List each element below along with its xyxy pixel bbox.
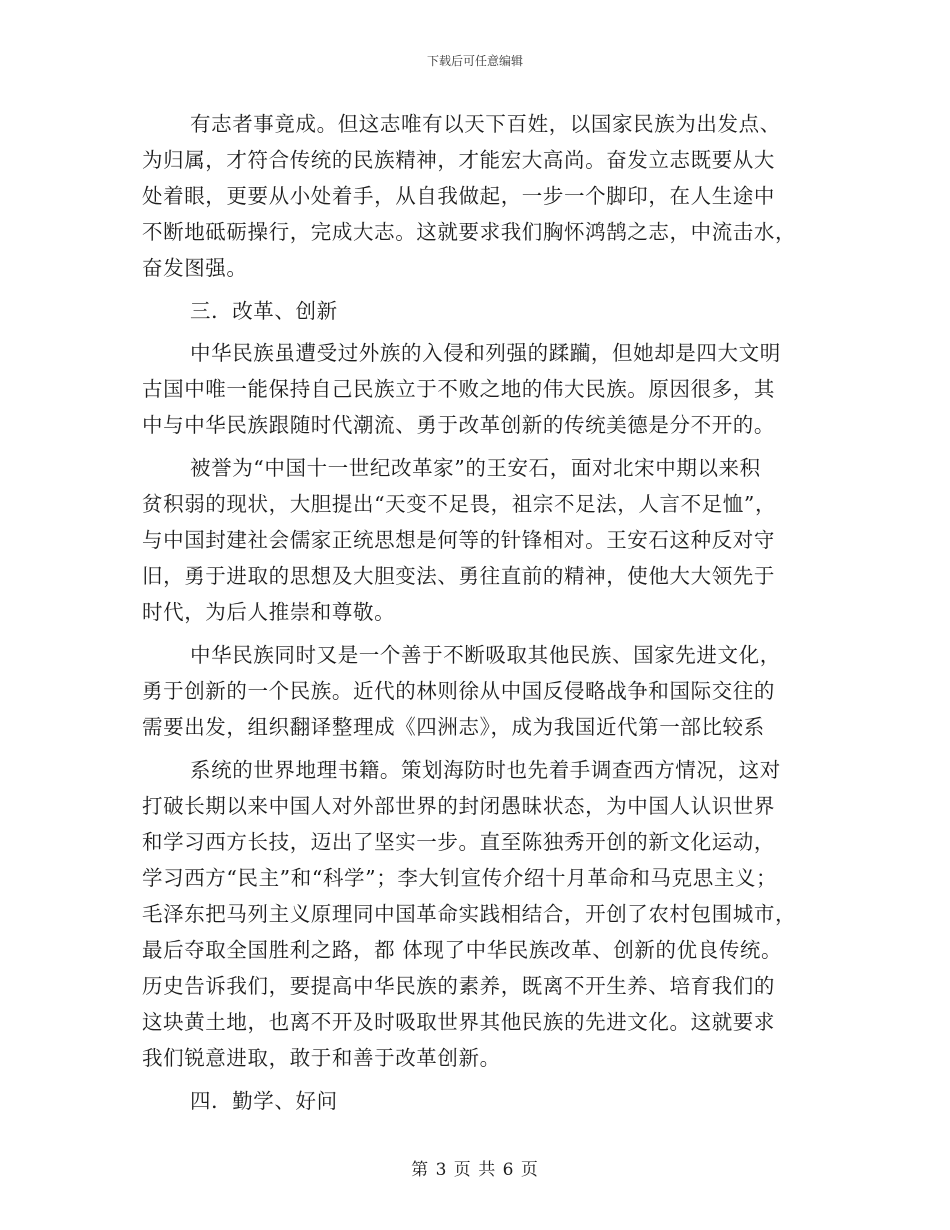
page-number: 第 3 页 共 6 页	[411, 1160, 539, 1180]
text-line: 与中国封建社会儒家正统思想是何等的针锋相对。王安石这种反对守	[142, 528, 775, 552]
text-line: 最后夺取全国胜利之路，都 体现了中华民族改革、创新的优良传统。	[142, 938, 783, 962]
text-line: 时代，为后人推崇和尊敬。	[142, 600, 396, 624]
text-line: 旧，勇于进取的思想及大胆变法、勇往直前的精神，使他大大领先于	[142, 564, 775, 588]
text-line: 我们锐意进取，敢于和善于改革创新。	[142, 1046, 501, 1070]
text-line: 勇于创新的一个民族。近代的林则徐从中国反侵略战争和国际交往的	[142, 679, 775, 703]
text-line: 古国中唯一能保持自己民族立于不败之地的伟大民族。原因很多，其	[142, 377, 775, 401]
text-line: 为归属，才符合传统的民族精神，才能宏大高尚。奋发立志既要从大	[142, 148, 775, 172]
text-line: 处着眼，更要从小处着手，从自我做起，一步一个脚印，在人生途中	[142, 184, 775, 208]
section-heading: 四．勤学、好问	[190, 1089, 338, 1113]
section-heading: 三．改革、创新	[190, 299, 338, 323]
text-line: 贫积弱的现状，大胆提出“天变不足畏，祖宗不足法，人言不足恤”，	[142, 492, 777, 516]
text-line: 毛泽东把马列主义原理同中国革命实践相结合，开创了农村包围城市，	[142, 902, 797, 926]
text-line: 中华民族虽遭受过外族的入侵和列强的蹂躏，但她却是四大文明	[190, 341, 781, 365]
text-line: 不断地砥砺操行，完成大志。这就要求我们胸怀鸿鹄之志，中流击水，	[142, 220, 797, 244]
text-line: 奋发图强。	[142, 256, 248, 280]
text-line: 中华民族同时又是一个善于不断吸取其他民族、国家先进文化，	[190, 643, 781, 667]
text-line: 这块黄土地，也离不开及时吸取世界其他民族的先进文化。这就要求	[142, 1010, 775, 1034]
page-header: 下载后可任意编辑	[426, 54, 523, 68]
text-line: 系统的世界地理书籍。策划海防时也先着手调查西方情况，这对	[190, 758, 781, 782]
text-line: 需要出发，组织翻译整理成《四洲志》，成为我国近代第一部比较系	[142, 715, 765, 739]
text-line: 历史告诉我们，要提高中华民族的素养，既离不开生养、培育我们的	[142, 974, 775, 998]
text-line: 有志者事竟成。但这志唯有以天下百姓，以国家民族为出发点、	[190, 112, 781, 136]
text-line: 学习西方“民主”和“科学”；李大钊宣传介绍十月革命和马克思主义；	[142, 866, 778, 890]
text-line: 打破长期以来中国人对外部世界的封闭愚昧状态，为中国人认识世界	[142, 794, 775, 818]
text-line: 中与中华民族跟随时代潮流、勇于改革创新的传统美德是分不开的。	[142, 413, 775, 437]
text-line: 被誉为“中国十一世纪改革家”的王安石，面对北宋中期以来积	[190, 456, 761, 480]
text-line: 和学习西方长技，迈出了坚实一步。直至陈独秀开创的新文化运动，	[142, 830, 775, 854]
document-body	[142, 106, 812, 1125]
